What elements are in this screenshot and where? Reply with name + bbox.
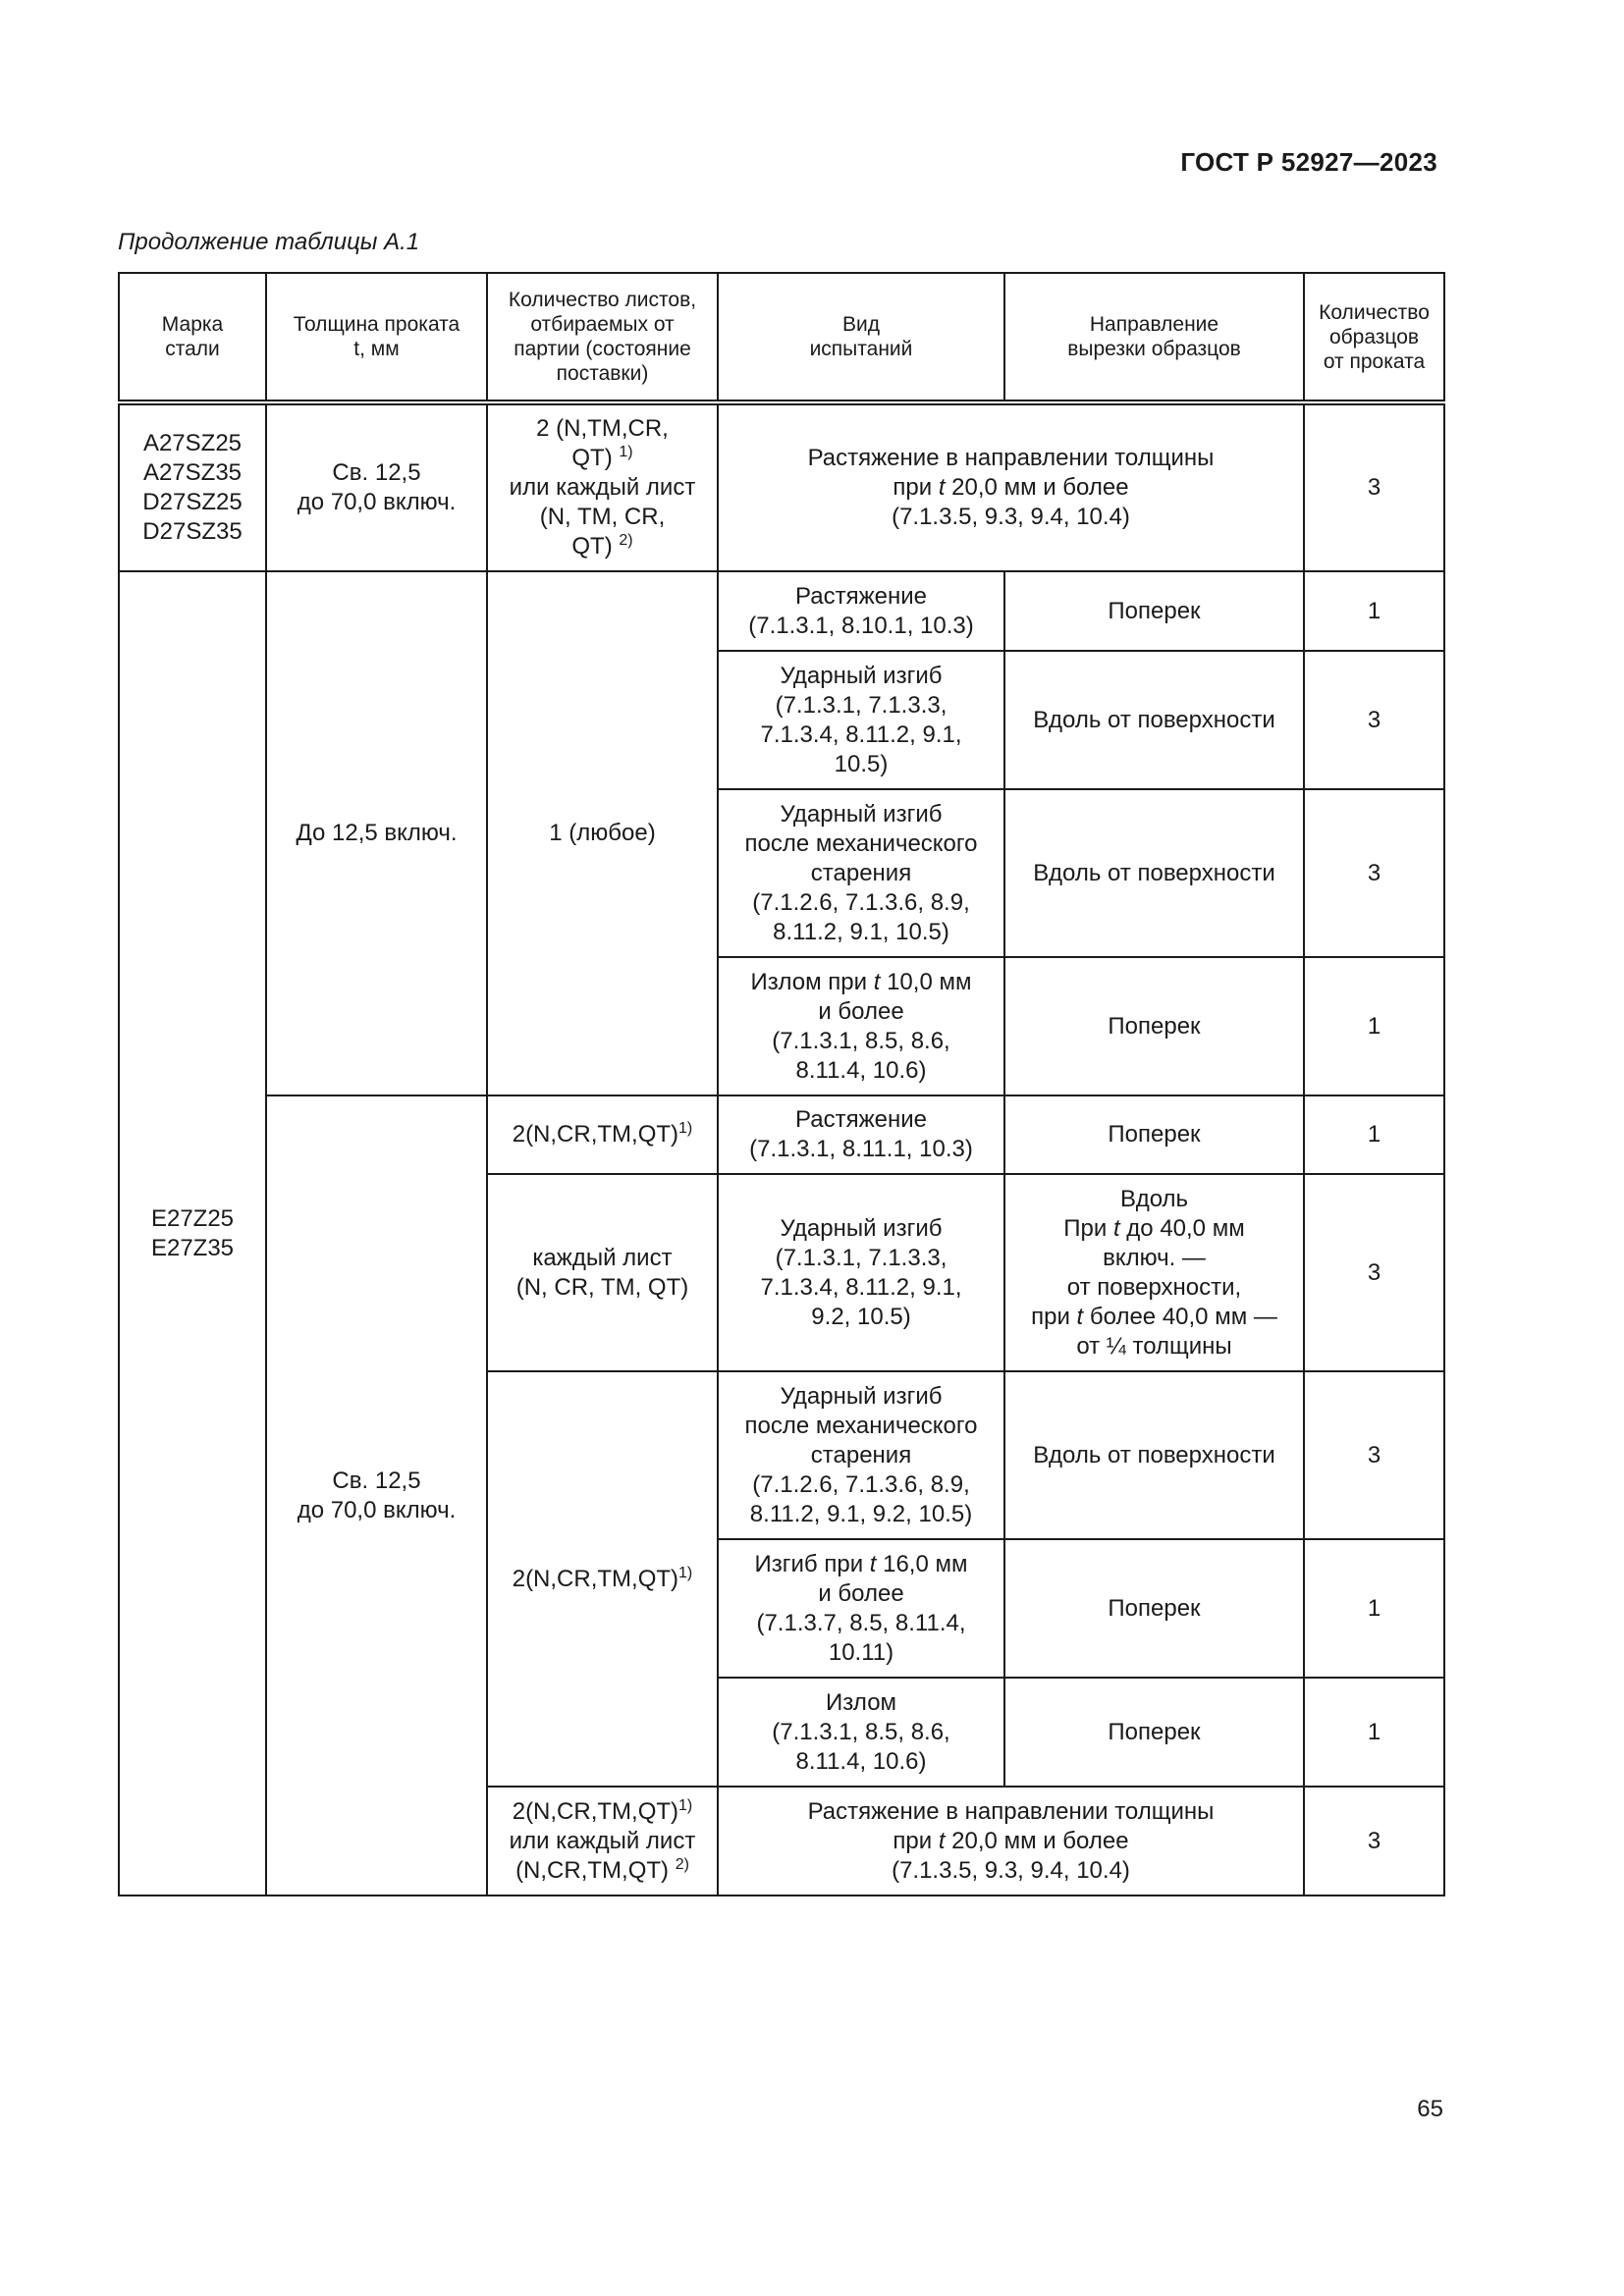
samples-cell: 1	[1304, 1539, 1444, 1678]
table-row	[119, 571, 1444, 651]
samples-cell: 3	[1304, 402, 1444, 571]
header-sheets: Количество листов, отбираемых от партии (состояние поставки)	[487, 273, 718, 402]
footnote-ref: 1)	[678, 1120, 693, 1137]
direction-cell: Поперек	[1004, 957, 1304, 1095]
sheets-cell: $2(N,CR,TM,QT)^{1)}$ или каждый лист (N,CR,TM,QT) $^{2)}$	[487, 1787, 718, 1896]
samples-cell: 1	[1304, 1095, 1444, 1174]
thickness-cell: До 12,5 включ.	[266, 571, 487, 1095]
sheets-cell: 2 (N,TM,CR, QT) $^{1)}$ или каждый лист (N, TM, CR, QT) $^{2)}$	[487, 402, 718, 571]
sheets-cell: $2(N,CR,TM,QT)^{1)}$	[487, 1095, 718, 1174]
direction-cell: Вдоль от поверхности	[1004, 1371, 1304, 1539]
header-grade: Марка стали	[119, 273, 266, 402]
samples-cell: 1	[1304, 571, 1444, 651]
requirements-table	[118, 272, 1445, 1896]
direction-cell: Вдоль При t до 40,0 мм включ. — от поверхности, при t более 40,0 мм — от ¼ толщины	[1004, 1174, 1304, 1371]
test-cell: Растяжение в направлении толщины при t 20,0 мм и более (7.1.3.5, 9.3, 9.4, 10.4)	[718, 1787, 1304, 1896]
direction-cell: Поперек	[1004, 1539, 1304, 1678]
thickness-cell: Св. 12,5 до 70,0 включ.	[266, 1095, 487, 1896]
header-thickness: Толщина проката t, мм	[266, 273, 487, 402]
direction-cell: Поперек	[1004, 571, 1304, 651]
test-cell: Изгиб при t 16,0 мм и более (7.1.3.7, 8.5, 8.11.4, 10.11)	[718, 1539, 1004, 1678]
table-header-row	[119, 273, 1444, 402]
header-test: Вид испытаний	[718, 273, 1004, 402]
test-cell: Ударный изгиб (7.1.3.1, 7.1.3.3, 7.1.3.4, 8.11.2, 9.1, 10.5)	[718, 651, 1004, 789]
direction-cell: Поперек	[1004, 1678, 1304, 1787]
header-samples: Количество образцов от проката	[1304, 273, 1444, 402]
direction-cell: Поперек	[1004, 1095, 1304, 1174]
samples-cell: 1	[1304, 1678, 1444, 1787]
footnote-ref: 1)	[619, 444, 633, 460]
samples-cell: 3	[1304, 1174, 1444, 1371]
thickness-cell: Св. 12,5 до 70,0 включ.	[266, 402, 487, 571]
test-cell: Излом (7.1.3.1, 8.5, 8.6, 8.11.4, 10.6)	[718, 1678, 1004, 1787]
direction-cell: Вдоль от поверхности	[1004, 651, 1304, 789]
header-direction: Направление вырезки образцов	[1004, 273, 1304, 402]
samples-cell: 3	[1304, 651, 1444, 789]
test-cell: Излом при t 10,0 мм и более (7.1.3.1, 8.5, 8.6, 8.11.4, 10.6)	[718, 957, 1004, 1095]
table-caption: Продолжение таблицы А.1	[118, 229, 420, 255]
footnote-ref: 2)	[675, 1855, 689, 1873]
sheets-cell: каждый лист (N, CR, TM, QT)	[487, 1174, 718, 1371]
sheets-cell: $2(N,CR,TM,QT)^{1)}$	[487, 1371, 718, 1787]
footnote-ref: 1)	[678, 1796, 693, 1814]
grade-cell: A27SZ25 A27SZ35 D27SZ25 D27SZ35	[119, 402, 266, 571]
test-cell: Ударный изгиб после механического старения (7.1.2.6, 7.1.3.6, 8.9, 8.11.2, 9.1, 9.2, 10.5)	[718, 1371, 1004, 1539]
footnote-ref: 1)	[678, 1564, 693, 1581]
samples-cell: 1	[1304, 957, 1444, 1095]
grade-cell: E27Z25 E27Z35	[119, 571, 266, 1896]
page-number: 65	[1417, 2096, 1443, 2122]
table-row	[119, 1095, 1444, 1174]
test-cell: Растяжение (7.1.3.1, 8.11.1, 10.3)	[718, 1095, 1004, 1174]
test-cell: Растяжение (7.1.3.1, 8.10.1, 10.3)	[718, 571, 1004, 651]
samples-cell: 3	[1304, 1787, 1444, 1896]
test-cell: Ударный изгиб (7.1.3.1, 7.1.3.3, 7.1.3.4, 8.11.2, 9.1, 9.2, 10.5)	[718, 1174, 1004, 1371]
samples-cell: 3	[1304, 789, 1444, 957]
direction-cell: Вдоль от поверхности	[1004, 789, 1304, 957]
sheets-cell: 1 (любое)	[487, 571, 718, 1095]
test-cell: Растяжение в направлении толщины при t 20,0 мм и более (7.1.3.5, 9.3, 9.4, 10.4)	[718, 402, 1304, 571]
footnote-ref: 2)	[619, 532, 633, 549]
test-cell: Ударный изгиб после механического старения (7.1.2.6, 7.1.3.6, 8.9, 8.11.2, 9.1, 10.5)	[718, 789, 1004, 957]
samples-cell: 3	[1304, 1371, 1444, 1539]
table-row	[119, 402, 1444, 571]
document-code: ГОСТ Р 52927—2023	[1180, 147, 1437, 177]
